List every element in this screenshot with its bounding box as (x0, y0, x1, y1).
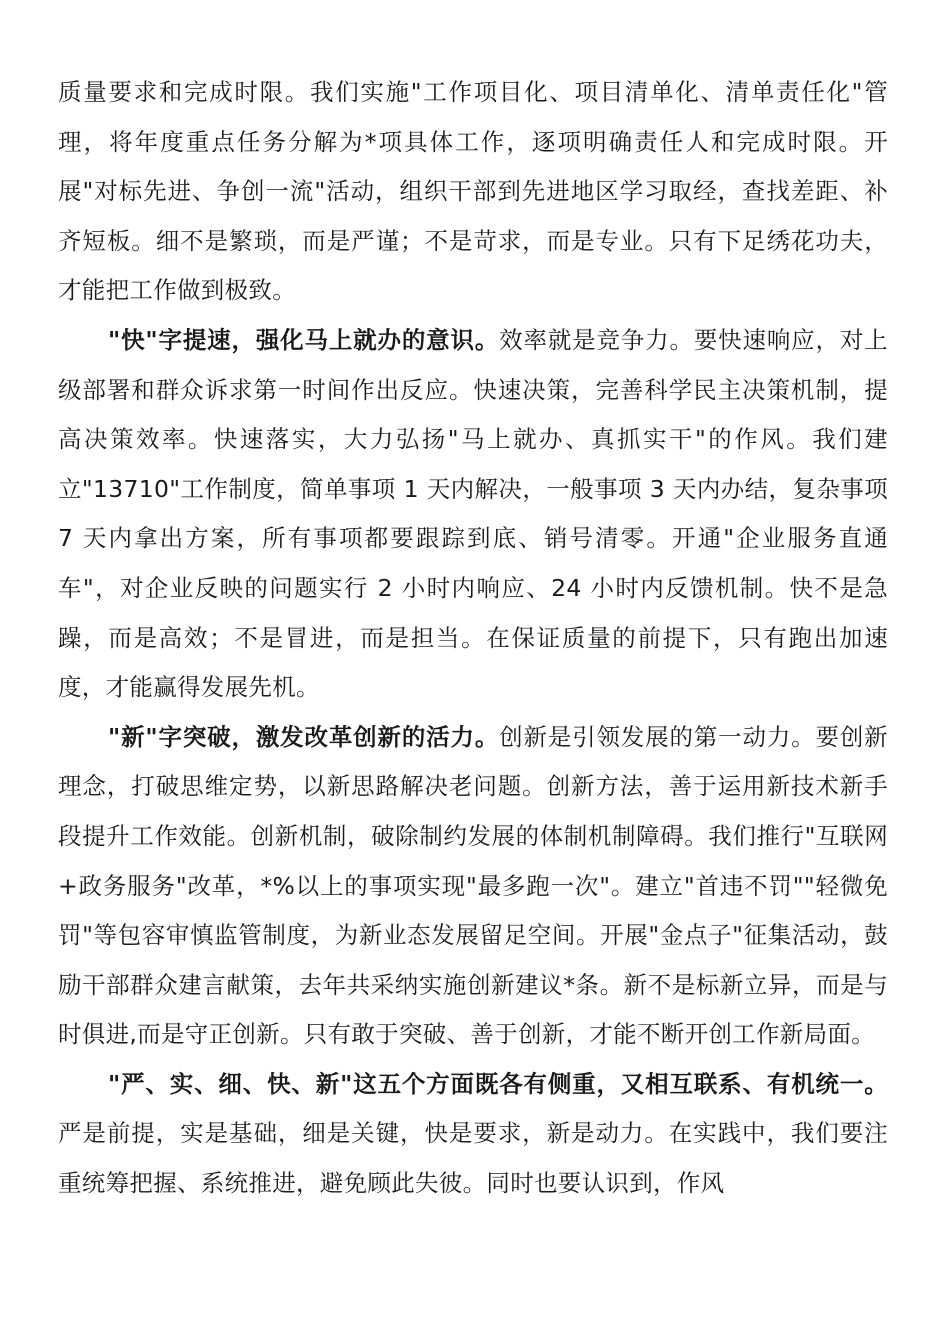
paragraph-4-text: 严是前提，实是基础，细是关键，快是要求，新是动力。在实践中，我们要注重统筹把握、系统推进，避免顾此失彼。同时也要认识到，作风 (58, 1119, 888, 1198)
paragraph-2-text: 效率就是竞争力。要快速响应，对上级部署和群众诉求第一时间作出反应。快速决策，完善科学民主决策机制，提高决策效率。快速落实，大力弘扬"马上就办、真抓实干"的作风。我们建立"13710"工作制度，简单事项 1 天内解决，一般事项 3 天内办结，复杂事项 7 天内拿出方案，所有事项都要跟踪到底、销号清零。开通"企业服务直通车"，对企业反映的问题实行 2 小时内响应、24 小时内反馈机制。快不是急躁，而是高效；不是冒进，而是担当。在保证质量的前提下，只有跑出加速度，才能赢得发展先机。 (58, 325, 888, 702)
paragraph-4 (58, 1060, 888, 1209)
paragraph-1 (58, 68, 888, 316)
paragraph-1-text: 质量要求和完成时限。我们实施"工作项目化、项目清单化、清单责任化"管理，将年度重点任务分解为*项具体工作，逐项明确责任人和完成时限。开展"对标先进、争创一流"活动，组织干部到先进地区学习取经，查找差距、补齐短板。细不是繁琐，而是严谨；不是苛求，而是专业。只有下足绣花功夫，才能把工作做到极致。 (58, 78, 888, 305)
paragraph-4-lead: "严、实、细、快、新"这五个方面既各有侧重，又相互联系、有机统一。 (108, 1069, 888, 1098)
paragraph-2-lead: "快"字提速，强化马上就办的意识。 (108, 325, 500, 354)
paragraph-3 (58, 713, 888, 1060)
paragraph-3-text: 创新是引领发展的第一动力。要创新理念，打破思维定势，以新思路解决老问题。创新方法，善于运用新技术新手段提升工作效能。创新机制，破除制约发展的体制机制障碍。我们推行"互联网+政务服务"改革，*%以上的事项实现"最多跑一次"。建立"首违不罚""轻微免罚"等包容审慎监管制度，为新业态发展留足空间。开展"金点子"征集活动，鼓励干部群众建言献策，去年共采纳实施创新建议*条。新不是标新立异，而是与时俱进,而是守正创新。只有敢于突破、善于创新，才能不断开创工作新局面。 (58, 722, 888, 1049)
paragraph-3-lead: "新"字突破，激发改革创新的活力。 (108, 722, 500, 751)
paragraph-2 (58, 316, 888, 713)
